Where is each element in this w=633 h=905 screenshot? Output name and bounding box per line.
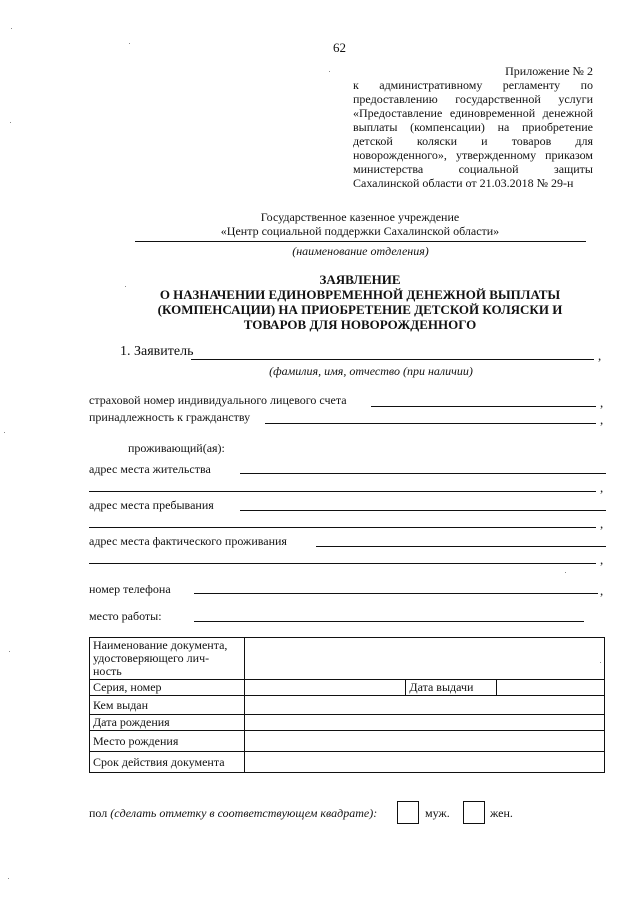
address-residence-line1[interactable] xyxy=(240,473,606,474)
heading-line4: ТОВАРОВ ДЛЯ НОВОРОЖДЕННОГО xyxy=(243,317,477,332)
birth-place-label: Место рождения xyxy=(90,731,245,752)
issue-date-value-cell[interactable] xyxy=(497,680,605,696)
appendix-last-line: Сахалинской области от 21.03.2018 № 29-н xyxy=(353,176,574,190)
gender-male-label: муж. xyxy=(425,806,450,820)
gender-row xyxy=(89,806,377,820)
address-residence-label: адрес места жительства xyxy=(89,462,211,476)
validity-value-cell[interactable] xyxy=(244,752,604,773)
issued-by-value-cell[interactable] xyxy=(244,696,604,715)
comma: , xyxy=(600,395,604,410)
issued-by-label: Кем выдан xyxy=(90,696,245,715)
scan-speck xyxy=(125,286,126,287)
identity-document-table xyxy=(89,637,605,773)
table-row xyxy=(90,731,605,752)
address-actual-line1[interactable] xyxy=(316,546,606,547)
appendix-line: новорожденного», утвержденному приказом xyxy=(353,148,593,162)
heading-line3: (КОМПЕНСАЦИИ) НА ПРИОБРЕТЕНИЕ ДЕТСКОЙ КОЛЯСКИ И xyxy=(157,302,563,317)
scan-speck xyxy=(129,43,130,44)
institution-line2: «Центр социальной поддержки Сахалинской области» xyxy=(220,224,500,238)
comma: , xyxy=(600,516,604,531)
scan-speck xyxy=(10,122,11,123)
scan-speck xyxy=(329,71,330,72)
appendix-line: к административному регламенту по xyxy=(353,78,593,92)
gender-female-label: жен. xyxy=(490,806,513,820)
appendix-line: выплаты (компенсации) на приобретение xyxy=(353,120,593,134)
phone-label: номер телефона xyxy=(89,582,171,596)
birth-place-value-cell[interactable] xyxy=(244,731,604,752)
gender-male-checkbox[interactable] xyxy=(397,801,419,824)
birth-date-value-cell[interactable] xyxy=(244,715,604,731)
table-row xyxy=(90,696,605,715)
page-number: 62 xyxy=(333,40,346,55)
address-residence-line2[interactable] xyxy=(89,491,596,492)
comma: , xyxy=(600,583,604,598)
snils-label: страховой номер индивидуального лицевого счета xyxy=(89,393,347,407)
address-stay-line1[interactable] xyxy=(240,510,606,511)
appendix-line: предоставлению государственной услуги xyxy=(353,92,593,106)
scan-speck xyxy=(8,878,9,879)
table-row xyxy=(90,680,605,696)
birth-date-label: Дата рождения xyxy=(90,715,245,731)
doc-name-value-cell[interactable] xyxy=(244,638,604,680)
section1-label xyxy=(120,344,193,360)
gender-label: пол xyxy=(89,806,108,820)
table-row xyxy=(90,715,605,731)
series-number-label: Серия, номер xyxy=(90,680,245,696)
residing-label: проживающий(ая): xyxy=(128,441,225,455)
doc-name-label-line: удостоверяющего лич- xyxy=(93,651,210,665)
scan-speck xyxy=(11,28,12,29)
appendix-line: министерства социальной защиты xyxy=(353,162,593,176)
comma: , xyxy=(598,348,602,363)
table-row xyxy=(90,638,605,680)
institution-line1: Государственное казенное учреждение xyxy=(260,210,460,224)
gender-hint: (сделать отметку в соответствующем квадрате): xyxy=(110,806,378,820)
institution-block xyxy=(135,210,585,238)
work-label: место работы: xyxy=(89,609,162,623)
applicant-caption: (фамилия, имя, отчество (при наличии) xyxy=(269,364,473,378)
address-actual-line2[interactable] xyxy=(89,563,596,564)
scan-speck xyxy=(9,651,10,652)
work-input-line[interactable] xyxy=(194,621,584,622)
institution-underline xyxy=(135,241,586,242)
comma: , xyxy=(600,480,604,495)
doc-name-label-line: ность xyxy=(93,664,122,678)
comma: , xyxy=(600,412,604,427)
heading-line1: ЗАЯВЛЕНИЕ xyxy=(319,272,401,287)
scan-speck xyxy=(600,662,601,663)
doc-name-label-line: Наименование документа, xyxy=(93,638,228,652)
validity-label: Срок действия документа xyxy=(90,752,245,773)
appendix-title: Приложение № 2 xyxy=(505,64,593,78)
form-heading xyxy=(100,272,620,332)
snils-input-line[interactable] xyxy=(371,406,596,407)
appendix-line: «Предоставление единовременной денежной xyxy=(353,106,593,120)
applicant-name-line[interactable] xyxy=(191,359,594,360)
heading-line2: О НАЗНАЧЕНИИ ЕДИНОВРЕМЕННОЙ ДЕНЕЖНОЙ ВЫПЛАТЫ xyxy=(159,287,561,302)
citizenship-input-line[interactable] xyxy=(265,423,596,424)
scan-speck xyxy=(4,432,5,433)
series-number-value-cell[interactable] xyxy=(244,680,406,696)
section1-number: 1. xyxy=(120,344,131,359)
phone-input-line[interactable] xyxy=(194,593,598,594)
address-actual-label: адрес места фактического проживания xyxy=(89,534,287,548)
appendix-block xyxy=(353,64,593,190)
section1-title: Заявитель xyxy=(134,344,194,359)
address-stay-label: адрес места пребывания xyxy=(89,498,214,512)
citizenship-label: принадлежность к гражданству xyxy=(89,410,251,424)
appendix-line: детской коляски и товаров для xyxy=(353,134,593,148)
address-stay-line2[interactable] xyxy=(89,527,596,528)
scan-speck xyxy=(565,572,566,573)
issue-date-label: Дата выдачи xyxy=(406,680,497,696)
comma: , xyxy=(600,552,604,567)
table-row xyxy=(90,752,605,773)
gender-female-checkbox[interactable] xyxy=(463,801,485,824)
institution-caption: (наименование отделения) xyxy=(292,244,429,258)
doc-name-label-cell xyxy=(90,638,245,680)
